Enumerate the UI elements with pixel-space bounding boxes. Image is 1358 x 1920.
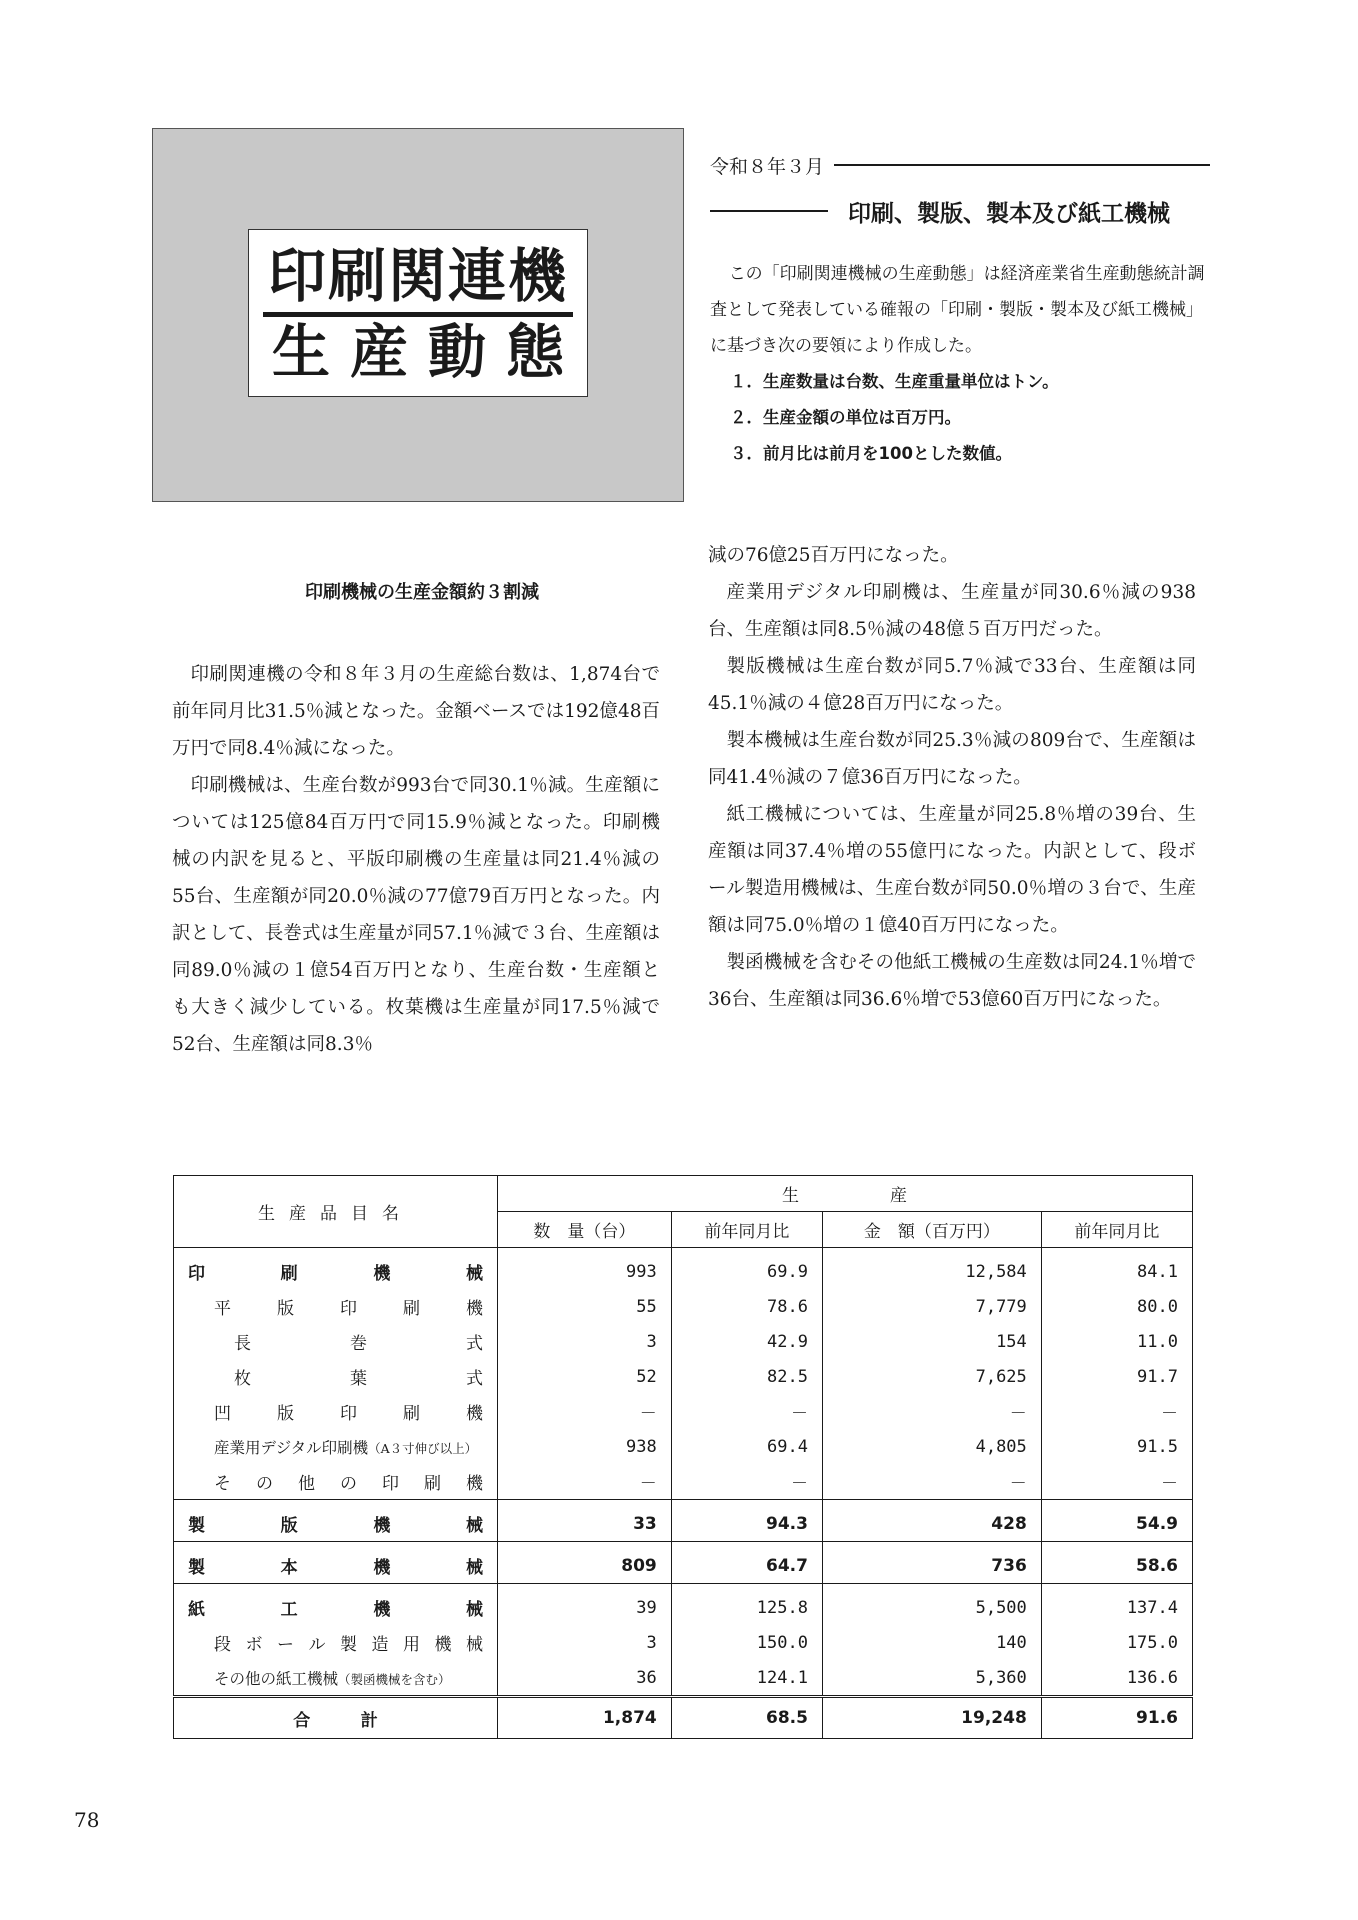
row-name-char: 機 <box>373 1558 391 1578</box>
cell-amount-ratio: 54.9 <box>1041 1500 1192 1542</box>
row-name-char: 造 <box>371 1635 389 1655</box>
row-name-char: 巻 <box>350 1334 367 1354</box>
cell-amount: － <box>822 1464 1041 1500</box>
header-amount: 金 額（百万円） <box>822 1212 1041 1248</box>
cell-amount-ratio: － <box>1041 1394 1192 1429</box>
production-table <box>173 1175 1193 1739</box>
body-paragraph: 紙工機械については、生産量が同25.8％増の39台、生産額は同37.4％増の55億円になった。内訳として、段ボール製造用機械は、生産台数が同50.0％増の３台で、生産額は同75.0％増の１億40百万円になった。 <box>708 804 1196 936</box>
row-name-char: 工 <box>280 1600 298 1620</box>
cell-qty: 55 <box>498 1289 672 1324</box>
report-header <box>710 150 1210 228</box>
table-row <box>174 1464 1193 1500</box>
cell-qty: 938 <box>498 1429 672 1464</box>
row-name-char: ー <box>277 1635 294 1655</box>
cell-amount: － <box>822 1394 1041 1429</box>
body-column-right <box>708 537 1196 1018</box>
body-paragraph: 印刷関連機の令和８年３月の生産総台数は、1,874台で前年同月比31.5％減となった。金額ベースでは192億48百万円で同8.4％減になった。 <box>172 664 660 759</box>
cell-amount-ratio: 58.6 <box>1041 1542 1192 1584</box>
header-production: 生 産 <box>498 1176 1193 1212</box>
cell-amount-ratio: 84.1 <box>1041 1248 1192 1290</box>
row-name-char: の <box>340 1474 357 1494</box>
table-row <box>174 1359 1193 1394</box>
row-name-char: 式 <box>466 1334 483 1354</box>
row-name <box>188 1553 483 1578</box>
cell-qty-ratio: 64.7 <box>671 1542 822 1584</box>
cell-amount-ratio: 91.5 <box>1041 1429 1192 1464</box>
row-name-char: 版 <box>277 1404 294 1424</box>
row-name-char: ル <box>308 1635 326 1655</box>
cell-amount: 7,625 <box>822 1359 1041 1394</box>
title-divider <box>263 312 573 317</box>
row-name-char: 製 <box>188 1516 205 1536</box>
row-name-char: 械 <box>466 1635 483 1655</box>
row-name-char: 製 <box>340 1635 357 1655</box>
row-name <box>188 1399 483 1424</box>
row-name-char: 葉 <box>350 1369 367 1389</box>
cell-amount: 12,584 <box>822 1248 1041 1290</box>
table-row <box>174 1625 1193 1660</box>
row-name-char: 機 <box>373 1600 391 1620</box>
row-name <box>188 1595 483 1620</box>
body-paragraph: 製本機械は生産台数が同25.3％減の809台で、生産額は同41.4％減の７億36百万円になった。 <box>708 730 1196 788</box>
row-name-char: 刷 <box>280 1264 298 1284</box>
cell-amount: 19,248 <box>822 1697 1041 1739</box>
cell-qty: 33 <box>498 1500 672 1542</box>
cell-amount: 154 <box>822 1324 1041 1359</box>
row-name-char: 本 <box>280 1558 298 1578</box>
category-rule <box>710 210 828 212</box>
header-quantity-ratio: 前年同月比 <box>671 1212 822 1248</box>
cell-qty: 1,874 <box>498 1697 672 1739</box>
table-row <box>174 1584 1193 1626</box>
cell-qty: 39 <box>498 1584 672 1626</box>
row-name-note: （A３寸伸び以上） <box>368 1440 478 1456</box>
row-name-char: 刷 <box>403 1404 420 1424</box>
body-paragraph: 印刷機械は、生産台数が993台で同30.1％減。生産額については125億84百万円で同15.9％減となった。印刷機械の内訳を見ると、平版印刷機の生産量は同21.4％減の55台、生産額が同20.0％減の77億79百万円となった。内訳として、長巻式は生産量が同57.1％減で３台、生産額は同89.0％減の１億54百万円となり、生産台数・生産額とも大きく減少している。枚葉機は生産量が同17.5％減で52台、生産額は同8.3％ <box>172 775 660 1055</box>
row-name <box>188 1511 483 1536</box>
cell-qty: 52 <box>498 1359 672 1394</box>
cell-qty-ratio: 68.5 <box>671 1697 822 1739</box>
row-name-char: 機 <box>373 1264 391 1284</box>
row-name <box>188 1364 483 1389</box>
row-name-char: 平 <box>214 1299 231 1319</box>
row-name-char: 機 <box>466 1299 483 1319</box>
row-name-note: （製函機械を含む） <box>338 1671 451 1687</box>
report-date: 令和８年３月 <box>710 155 825 178</box>
table-row <box>174 1500 1193 1542</box>
row-name-char: そ <box>214 1474 231 1494</box>
row-name <box>188 1630 483 1655</box>
cell-amount: 5,360 <box>822 1660 1041 1697</box>
body-paragraph: 製版機械は生産台数が同5.7％減で33台、生産額は同45.1％減の４億28百万円になった。 <box>708 656 1196 714</box>
header-quantity: 数 量（台） <box>498 1212 672 1248</box>
table-total-row <box>174 1697 1193 1739</box>
row-name-char: 刷 <box>403 1299 420 1319</box>
date-rule <box>834 164 1210 166</box>
cell-qty: 809 <box>498 1542 672 1584</box>
row-name-char: ボ <box>245 1635 263 1655</box>
row-name <box>188 1259 483 1284</box>
cell-amount-ratio: 91.7 <box>1041 1359 1192 1394</box>
cell-qty: 3 <box>498 1625 672 1660</box>
title-card <box>248 229 588 397</box>
row-name: 産業用デジタル印刷機（A３寸伸び以上） <box>214 1438 478 1457</box>
body-column-left <box>172 656 660 1063</box>
category-row <box>710 194 1210 228</box>
row-name-char: 枚 <box>234 1369 251 1389</box>
row-name-char: 械 <box>465 1600 483 1620</box>
cell-qty-ratio: 94.3 <box>671 1500 822 1542</box>
row-name-char: 式 <box>466 1369 483 1389</box>
body-paragraph: 製函機械を含むその他紙工機械の生産数は同24.1％増で36台、生産額は同36.6％増で53億60百万円になった。 <box>708 952 1196 1010</box>
cell-qty-ratio: 42.9 <box>671 1324 822 1359</box>
row-name <box>188 1329 483 1354</box>
cell-amount: 5,500 <box>822 1584 1041 1626</box>
row-name-char: 印 <box>382 1474 399 1494</box>
row-name-char: 用 <box>403 1635 420 1655</box>
cell-amount: 140 <box>822 1625 1041 1660</box>
report-category: 印刷、製版、製本及び紙工機械 <box>848 200 1170 227</box>
row-name-char: 版 <box>277 1299 294 1319</box>
title-line-1: 印刷関連機 <box>267 242 568 310</box>
cell-qty-ratio: 82.5 <box>671 1359 822 1394</box>
table-row <box>174 1394 1193 1429</box>
row-name-char: 械 <box>465 1264 483 1284</box>
table-row <box>174 1660 1193 1697</box>
cell-amount-ratio: 11.0 <box>1041 1324 1192 1359</box>
row-name: その他の紙工機械（製函機械を含む） <box>214 1669 451 1688</box>
cell-amount-ratio: 91.6 <box>1041 1697 1192 1739</box>
cell-qty: 36 <box>498 1660 672 1697</box>
cell-amount-ratio: 175.0 <box>1041 1625 1192 1660</box>
cell-qty-ratio: － <box>671 1394 822 1429</box>
row-name-char: の <box>256 1474 273 1494</box>
cell-amount-ratio: 80.0 <box>1041 1289 1192 1324</box>
cell-qty: 3 <box>498 1324 672 1359</box>
title-panel <box>152 128 684 502</box>
row-name-char: 械 <box>465 1516 483 1536</box>
cell-qty-ratio: 150.0 <box>671 1625 822 1660</box>
cell-qty: － <box>498 1394 672 1429</box>
table-row <box>174 1429 1193 1464</box>
row-name-char: 印 <box>340 1404 357 1424</box>
header-item-name: 生産品目名 <box>174 1176 498 1248</box>
body-paragraph-continued: 減の76億25百万円になった。 <box>708 545 959 566</box>
cell-qty-ratio: 78.6 <box>671 1289 822 1324</box>
cell-qty-ratio: － <box>671 1464 822 1500</box>
section-heading: 印刷機械の生産金額約３割減 <box>305 582 539 603</box>
cell-qty-ratio: 69.9 <box>671 1248 822 1290</box>
cell-amount: 428 <box>822 1500 1041 1542</box>
row-name-char: 紙 <box>188 1600 205 1620</box>
row-name-char: 合 <box>293 1710 311 1731</box>
row-name-char: 機 <box>466 1404 483 1424</box>
row-name-char: 機 <box>373 1516 391 1536</box>
table-header-row <box>174 1176 1193 1212</box>
cell-qty-ratio: 69.4 <box>671 1429 822 1464</box>
row-name-char: 刷 <box>424 1474 441 1494</box>
intro-list <box>710 364 1215 472</box>
row-name <box>188 1469 483 1494</box>
row-name <box>188 1294 483 1319</box>
row-name-char: 他 <box>298 1474 315 1494</box>
page-number: 78 <box>74 1808 100 1832</box>
cell-qty: 993 <box>498 1248 672 1290</box>
cell-amount: 7,779 <box>822 1289 1041 1324</box>
row-name-char: 械 <box>465 1558 483 1578</box>
cell-qty-ratio: 125.8 <box>671 1584 822 1626</box>
intro-block <box>710 256 1215 472</box>
row-name-char: 印 <box>340 1299 357 1319</box>
title-line-2: 生産動態 <box>271 318 584 386</box>
row-name-total <box>188 1706 483 1731</box>
date-row <box>710 150 1210 180</box>
intro-item: ２．生産金額の単位は百万円。 <box>730 408 961 427</box>
row-name-char: 製 <box>188 1558 205 1578</box>
row-name-char: 計 <box>360 1710 378 1731</box>
cell-amount-ratio: － <box>1041 1464 1192 1500</box>
row-name-char: 段 <box>214 1635 231 1655</box>
table-row <box>174 1542 1193 1584</box>
cell-amount-ratio: 136.6 <box>1041 1660 1192 1697</box>
cell-amount-ratio: 137.4 <box>1041 1584 1192 1626</box>
table-row <box>174 1324 1193 1359</box>
intro-item: ３．前月比は前月を100とした数値。 <box>730 444 1012 463</box>
cell-amount: 736 <box>822 1542 1041 1584</box>
table-row <box>174 1289 1193 1324</box>
row-name-char: 印 <box>188 1264 205 1284</box>
header-amount-ratio: 前年同月比 <box>1041 1212 1192 1248</box>
intro-text: この「印刷関連機械の生産動態」は経済産業省生産動態統計調査として発表している確報の「印刷・製版・製本及び紙工機械」に基づき次の要領により作成した。 <box>710 264 1205 356</box>
intro-item: １．生産数量は台数、生産重量単位はトン。 <box>730 372 1059 391</box>
table-row <box>174 1248 1193 1290</box>
row-name-char: 凹 <box>214 1404 231 1424</box>
row-name-char: 版 <box>280 1516 298 1536</box>
row-name-char: 機 <box>466 1474 483 1494</box>
row-name-char: 長 <box>234 1334 251 1354</box>
body-paragraph: 産業用デジタル印刷機は、生産量が同30.6％減の938台、生産額は同8.5％減の48億５百万円だった。 <box>708 582 1196 640</box>
cell-qty-ratio: 124.1 <box>671 1660 822 1697</box>
cell-amount: 4,805 <box>822 1429 1041 1464</box>
row-name-char: 機 <box>434 1635 452 1655</box>
cell-qty: － <box>498 1464 672 1500</box>
